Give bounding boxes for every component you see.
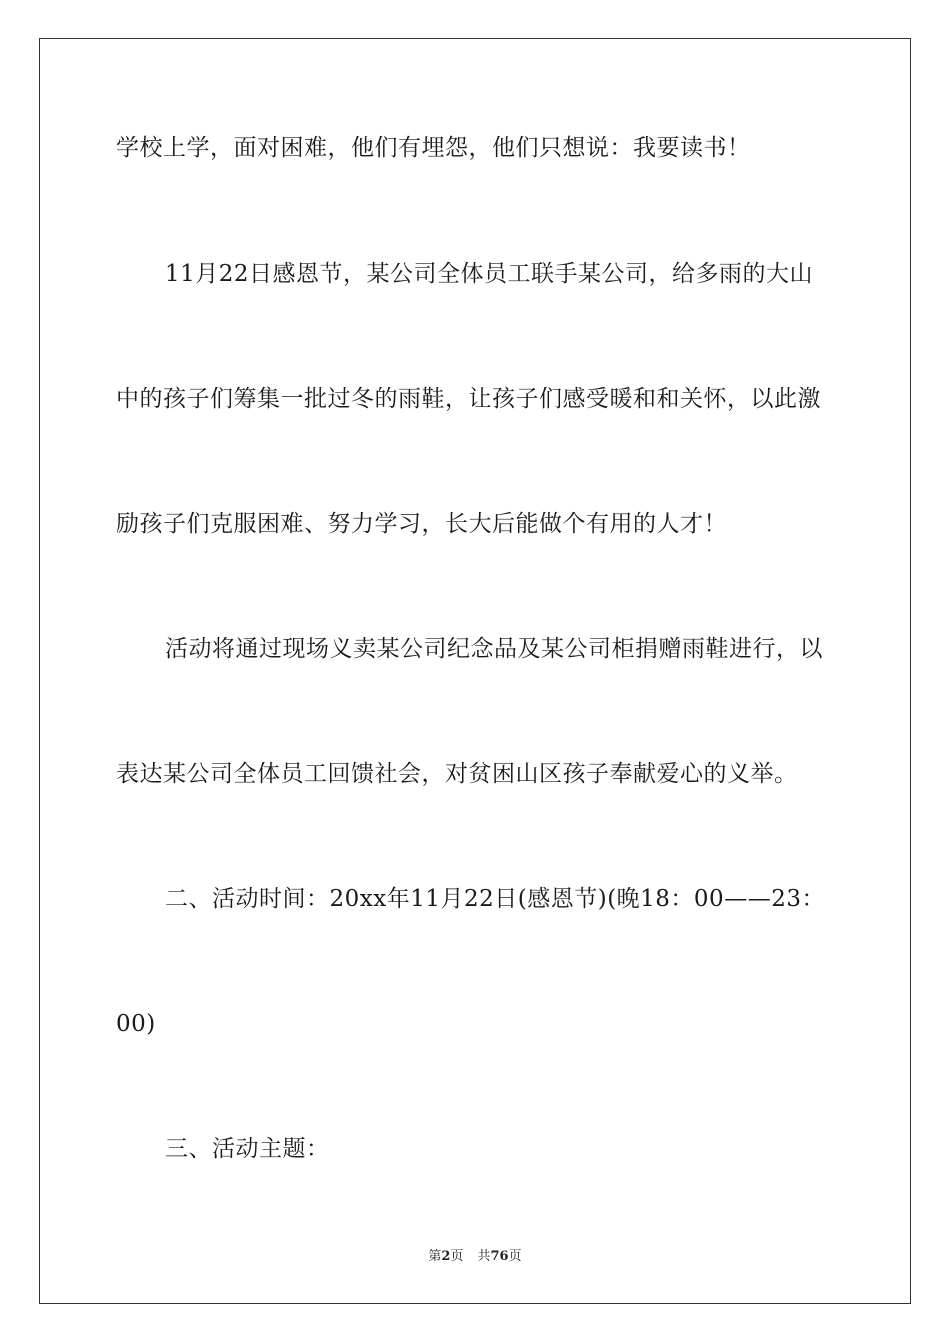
- footer-total-pages: 76: [490, 1249, 509, 1264]
- body-line-2: 11月22日感恩节，某公司全体员工联手某公司，给多雨的大山: [165, 261, 814, 287]
- page-border: [39, 38, 911, 1304]
- body-line-3: 中的孩子们筹集一批过冬的雨鞋，让孩子们感受暖和和关怀，以此激: [116, 386, 821, 412]
- body-line-8: 00): [116, 1011, 156, 1037]
- footer-page-prefix: 第: [428, 1249, 442, 1264]
- section-heading-time: 二、活动时间：20xx年11月22日(感恩节)(晚18：00——23：: [165, 886, 825, 912]
- body-line-5: 活动将通过现场义卖某公司纪念品及某公司柜捐赠雨鞋进行，以: [165, 636, 823, 662]
- body-line-6: 表达某公司全体员工回馈社会，对贫困山区孩子奉献爱心的义举。: [116, 761, 798, 787]
- body-line-1: 学校上学，面对困难，他们有埋怨，他们只想说：我要读书！: [116, 135, 751, 161]
- page-footer: [0, 1248, 950, 1266]
- footer-total-suffix: 页: [508, 1249, 522, 1264]
- body-line-4: 励孩子们克服困难、努力学习，长大后能做个有用的人才！: [116, 511, 727, 537]
- footer-current-page: 2: [441, 1249, 451, 1264]
- footer-page-suffix: 页: [450, 1249, 464, 1264]
- section-heading-theme: 三、活动主题：: [165, 1136, 330, 1162]
- footer-total-prefix: 共: [477, 1249, 491, 1264]
